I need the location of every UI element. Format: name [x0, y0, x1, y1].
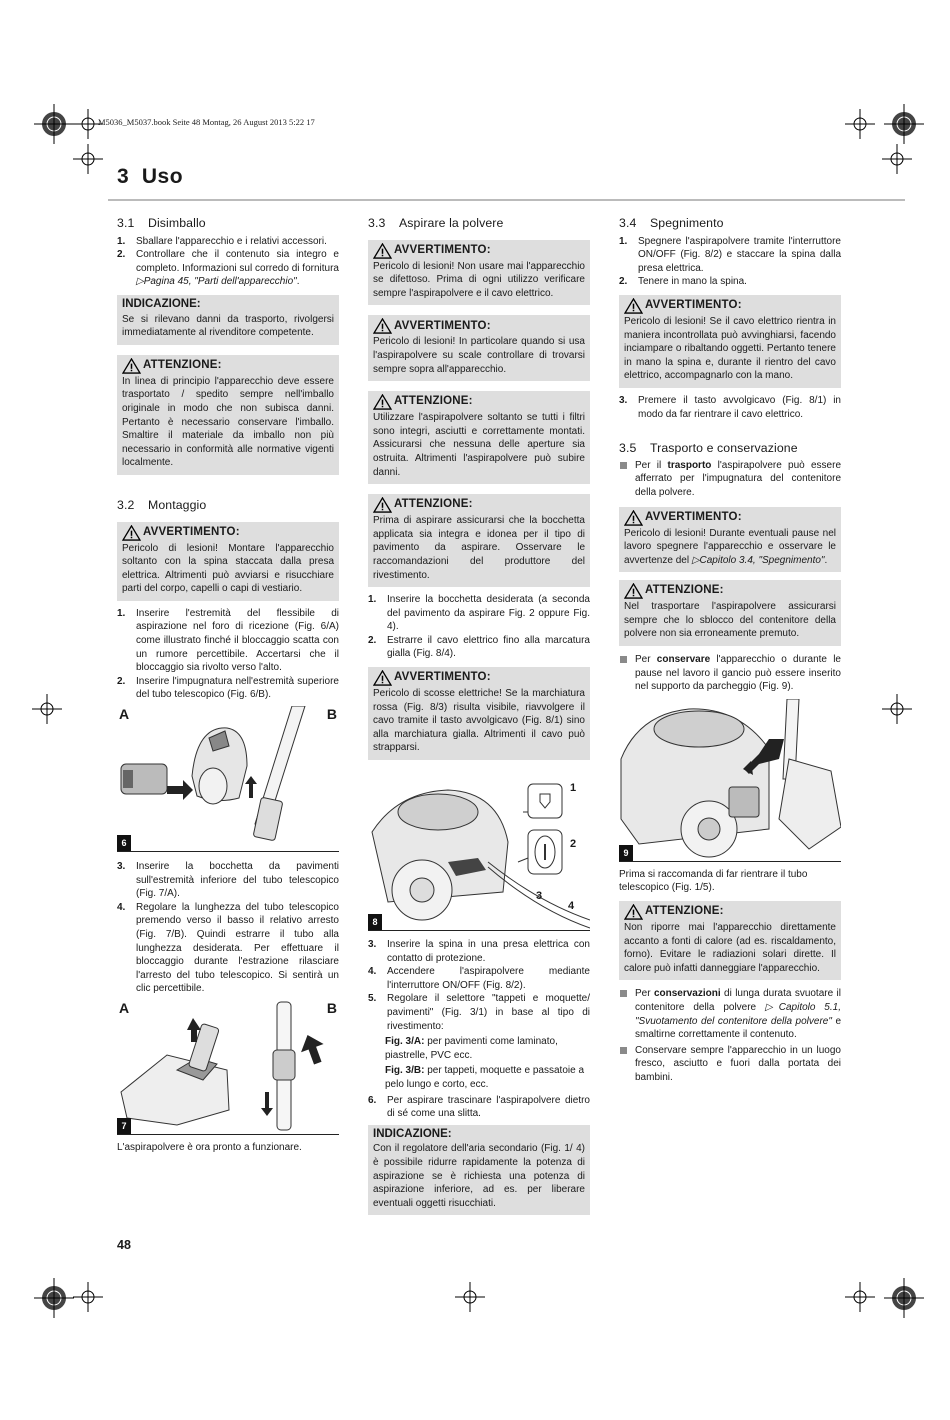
column-2 — [368, 217, 590, 1215]
warning-triangle-icon — [373, 670, 392, 686]
warning-triangle-icon — [373, 394, 392, 410]
parking-holder-illustration — [619, 699, 841, 861]
figure-number: 9 — [619, 845, 633, 861]
callout-4: 4 — [568, 900, 575, 913]
vacuum-steps-b — [368, 938, 590, 1033]
section-heading-3-3: 3.3 Aspirare la polvere — [368, 216, 504, 230]
list-item: 6. Per aspirare trascinare l'aspirapolvere dietro di sé come una slitta. — [368, 1094, 590, 1120]
chapter-number: 3 — [117, 165, 130, 188]
figure-label-a: A — [119, 999, 130, 1016]
caution-box — [368, 494, 590, 587]
list-item: 1. Inserire l'estremità del flessibile di aspirazione nel foro di ricezione (Fig. 6/A) come illustrato finché il bloccaggio scatta con un rumore percettibile. Accertarsi che il bloccaggio sia rivolto verso l'alto. — [117, 607, 339, 674]
vacuum-step-6 — [368, 1094, 590, 1121]
section-heading-3-1: 3.1 Disimballo — [117, 216, 206, 230]
warning-box — [368, 240, 590, 306]
callout-1: 1 — [570, 782, 577, 795]
caution-title: ATTENZIONE: — [394, 498, 473, 511]
warning-text: Pericolo di lesioni! Non usare mai l'apparecchio se difettoso. Prima di ogni utilizzo verificare sempre l'aspirapolvere e il cavo elettrico. — [373, 260, 585, 299]
registration-mark-icon — [882, 1276, 926, 1320]
assembly-steps-b — [117, 860, 339, 996]
warning-triangle-icon — [624, 298, 643, 314]
note-text: Se si rilevano danni da trasporto, rivolgersi immediatamente al rivenditore competente. — [122, 313, 334, 339]
list-item: 4. Regolare la lunghezza del tubo telescopico premendo verso il basso il relativo arresto (Fig. 7/B). Quindi estrarre il tubo alla lunghezza desiderata. Per effettuare il bloccaggio durante l'estrazione rilasciare l'arresto del tubo telescopico. Si sentirà un clic percettibile. — [117, 901, 339, 995]
warning-title: AVVERTIMENTO: — [645, 299, 742, 312]
figure-7 — [117, 1000, 339, 1135]
bullet-long-storage: Per conservazioni di lunga durata svuotare il contenitore della polvere ▷Capitolo 5.1, "Svuotamento del contenitore della polvere" e smaltirne correttamente il contenuto. — [619, 987, 841, 1041]
floor-nozzle-and-tube-illustration — [117, 1000, 339, 1134]
caution-title: ATTENZIONE: — [394, 395, 473, 408]
caution-box — [368, 391, 590, 484]
warning-text: Pericolo di lesioni! Se il cavo elettrico rientra in maniera incontrollata può avvinghiarsi, facendo inciampare o ribaltando oggetti. Pertanto tenere in mano la spina e, durante il rientro del cavo elettrico, accompagnarlo con la mano. — [624, 315, 836, 382]
caution-box — [619, 580, 841, 646]
warning-triangle-icon — [624, 904, 643, 920]
figure-label-b: B — [326, 999, 337, 1016]
section-heading-3-5: 3.5 Trasporto e conservazione — [619, 441, 798, 456]
bullet-keep-safe: Conservare sempre l'apparecchio in un luogo fresco, asciutto e fuori dalla portata dei bambini. — [619, 1044, 841, 1085]
warning-text: Pericolo di scosse elettriche! Se la marchiatura rossa (Fig. 8/3) risulta visibile, riavvolgere il cavo tramite il tasto avvolgicavo (Fig. 8/1) sino alla marchiatura gialla. Altrimenti il cavo può strapparsi. — [373, 688, 585, 754]
chapter-title — [117, 165, 183, 189]
crosshair-mark-icon — [845, 1282, 875, 1312]
assembly-steps-a — [117, 607, 339, 702]
list-item: 2. Estrarre il cavo elettrico fino alla marcatura gialla (Fig. 8/4). — [368, 634, 590, 660]
list-item: 2. Controllare che il contenuto sia integro e completo. Informazioni sul corredo di fornitura ▷Pagina 45, "Parti dell'apparecchio". — [117, 249, 339, 288]
caution-text: Utilizzare l'aspirapolvere soltanto se tutti i filtri sono integri, asciutti e correttamente montati. Assicurarsi che nessuna delle aperture sia ostruita. Altrimenti l'aspirapolvere può subire danni. — [373, 412, 585, 478]
crosshair-mark-icon — [455, 1282, 485, 1312]
callout-3: 3 — [536, 890, 543, 903]
note-title: INDICAZIONE: — [122, 297, 201, 310]
fig3a-description: Fig. 3/A: per pavimenti come laminato, piastrelle, PVC ecc. — [385, 1036, 558, 1061]
tube-note: Prima si raccomanda di far rientrare il tubo telescopico (Fig. 1/5). — [619, 868, 808, 894]
page-number: 48 — [117, 1238, 131, 1252]
warning-triangle-icon — [122, 525, 141, 541]
figure-6 — [117, 706, 339, 852]
section-heading-3-4: 3.4 Spegnimento — [619, 216, 724, 230]
cross-reference: ▷Capitolo 5.1, "Svuotamento del contenitore della polvere" — [635, 1002, 841, 1027]
column-1 — [117, 217, 339, 1155]
cross-reference: ▷Capitolo 3.4, "Spegnimento" — [691, 554, 825, 566]
note-box — [117, 295, 339, 345]
switch-off-steps — [619, 235, 841, 289]
warning-box — [619, 507, 841, 573]
section-heading-3-2: 3.2 Montaggio — [117, 497, 207, 512]
caution-title: ATTENZIONE: — [143, 358, 222, 371]
caution-text: Prima di aspirare assicurarsi che la bocchetta applicata sia integra e idonea per il tipo di pavimento da aspirare. Osservare le raccomandazioni del produttore del rivestimento. — [373, 515, 585, 581]
warning-box — [117, 522, 339, 601]
caution-title: ATTENZIONE: — [645, 905, 724, 918]
caution-box — [619, 901, 841, 980]
warning-title: AVVERTIMENTO: — [645, 510, 742, 523]
callout-2: 2 — [570, 838, 577, 851]
warning-triangle-icon — [122, 358, 141, 374]
bullet-transport: Per il trasporto l'aspirapolvere può essere afferrato per l'impugnatura del contenitore della polvere. — [619, 459, 841, 500]
warning-box — [619, 295, 841, 388]
warning-triangle-icon — [624, 583, 643, 599]
note-box — [368, 1125, 590, 1216]
chapter-name: Uso — [141, 165, 184, 188]
crosshair-mark-icon — [32, 694, 62, 724]
warning-triangle-icon — [373, 318, 392, 334]
caution-text: Nel trasportare l'aspirapolvere assicurarsi sempre che lo sblocco del contenitore della polvere non sia erroneamente premuto. — [624, 601, 836, 640]
warning-triangle-icon — [373, 497, 392, 513]
list-item: 1. Spegnere l'aspirapolvere tramite l'interruttore ON/OFF (Fig. 8/2) e staccare la spina dalla presa elettrica. — [619, 235, 841, 274]
cross-reference: ▷Pagina 45, "Parti dell'apparecchio" — [136, 276, 297, 288]
figure-number: 6 — [117, 835, 131, 851]
note-title: INDICAZIONE: — [373, 1127, 452, 1140]
warning-title: AVVERTIMENTO: — [143, 525, 240, 538]
list-item: 3. Premere il tasto avvolgicavo (Fig. 8/1) in modo da far rientrare il cavo elettrico. — [619, 394, 841, 420]
crosshair-mark-icon — [73, 1282, 103, 1312]
unpacking-steps — [117, 235, 339, 289]
list-item: 3. Inserire la bocchetta da pavimenti sull'estremità inferiore del tubo telescopico (Fig. 7/A). — [117, 861, 339, 900]
figure-9 — [619, 699, 841, 862]
warning-text: Pericolo di lesioni! Montare l'apparecchio soltanto con la spina staccata dalla presa elettrica. Altrimenti può avviarsi e risucchiare parti del corpo, capelli o capi di vestiario. — [122, 542, 334, 595]
caution-text: In linea di principio l'apparecchio deve essere trasportato / spedito sempre nell'imballo originale in modo che non subisca danni. Pertanto è necessario conservare l'imballo. Smaltire il materiale da imballo non più necessario in conformità alle normative vigenti localmente. — [122, 375, 334, 469]
registration-mark-icon — [32, 1276, 76, 1320]
figure-number: 8 — [368, 914, 382, 930]
column-3 — [619, 217, 841, 1085]
warning-triangle-icon — [624, 510, 643, 526]
list-item: 5. Regolare il selettore "tappeti e moquette/ pavimenti" (Fig. 3/1) in base al tipo di rivestimento: — [368, 993, 590, 1032]
warning-box — [368, 315, 590, 381]
list-item: 4. Accendere l'aspirapolvere mediante l'interruttore ON/OFF (Fig. 8/2). — [368, 966, 590, 991]
list-item: 1. Sballare l'apparecchio e i relativi accessori. — [117, 235, 327, 247]
ready-text: L'aspirapolvere è ora pronto a funzionare. — [117, 1141, 302, 1153]
list-item: 2. Inserire l'impugnatura nell'estremità superiore del tubo telescopico (Fig. 6/B). — [117, 675, 339, 701]
figure-label-b: B — [326, 706, 337, 723]
figure-8 — [368, 772, 590, 931]
registration-mark-icon — [32, 102, 76, 146]
registration-mark-icon — [882, 102, 926, 146]
warning-title: AVVERTIMENTO: — [394, 671, 491, 684]
figure-label-a: A — [119, 706, 130, 723]
warning-title: AVVERTIMENTO: — [394, 319, 491, 332]
list-item: 2. Tenere in mano la spina. — [619, 276, 747, 288]
file-header-line: M5036_M5037.book Seite 48 Montag, 26 August 2013 5:22 17 — [98, 117, 315, 127]
crosshair-mark-icon — [845, 109, 875, 139]
fig3b-description: Fig. 3/B: per tappeti, moquette e passatoie a pelo lungo e corto, ecc. — [385, 1065, 585, 1090]
crosshair-mark-icon — [882, 694, 912, 724]
figure-number: 7 — [117, 1118, 131, 1134]
note-text: Con il regolatore dell'aria secondario (Fig. 1/ 4) è possibile ridurre rapidamente la potenza di aspirazione se è richiesta una potenza di aspirazione inferiore, ad es. per liberare eventuali oggetti risucchiati. — [373, 1143, 585, 1209]
caution-title: ATTENZIONE: — [645, 584, 724, 597]
caution-text: Non riporre mai l'apparecchio direttamente accanto a fonti di calore (ad es. riscaldamento, forno). Evitare le radiazioni solari dirette. Il calore può infatti danneggiare l'apparecchio. — [624, 922, 836, 974]
caution-box — [117, 355, 339, 475]
list-item: 1. Inserire la bocchetta desiderata (a seconda del pavimento da aspirare Fig. 2 oppure Fig. 4). — [368, 594, 590, 633]
warning-title: AVVERTIMENTO: — [394, 243, 491, 256]
crosshair-mark-icon — [882, 144, 912, 174]
warning-text: Pericolo di lesioni! In particolare quando si usa l'aspirapolvere su scale controllare di trovarsi sempre sopra all'apparecchio. — [373, 336, 585, 375]
warning-text: Pericolo di lesioni! Durante eventuali pause nel lavoro spegnere l'apparecchio e osservare le avvertenze del ▷Capitolo 3.4, "Spegnimento". — [624, 527, 836, 566]
warning-box — [368, 667, 590, 760]
warning-triangle-icon — [373, 243, 392, 259]
chapter-divider — [108, 199, 905, 201]
switch-off-step-3 — [619, 394, 841, 421]
vacuum-steps-a — [368, 593, 590, 661]
crosshair-mark-icon — [73, 144, 103, 174]
bullet-storage: Per conservare l'apparecchio o durante le pause nel lavoro il gancio può essere inserito nel supporto da parcheggio (Fig. 9). — [619, 653, 841, 694]
vacuum-cord-illustration — [368, 772, 590, 930]
list-item: 3. Inserire la spina in una presa elettrica con contatto di protezione. — [368, 939, 590, 964]
hose-and-handle-illustration — [117, 706, 339, 851]
